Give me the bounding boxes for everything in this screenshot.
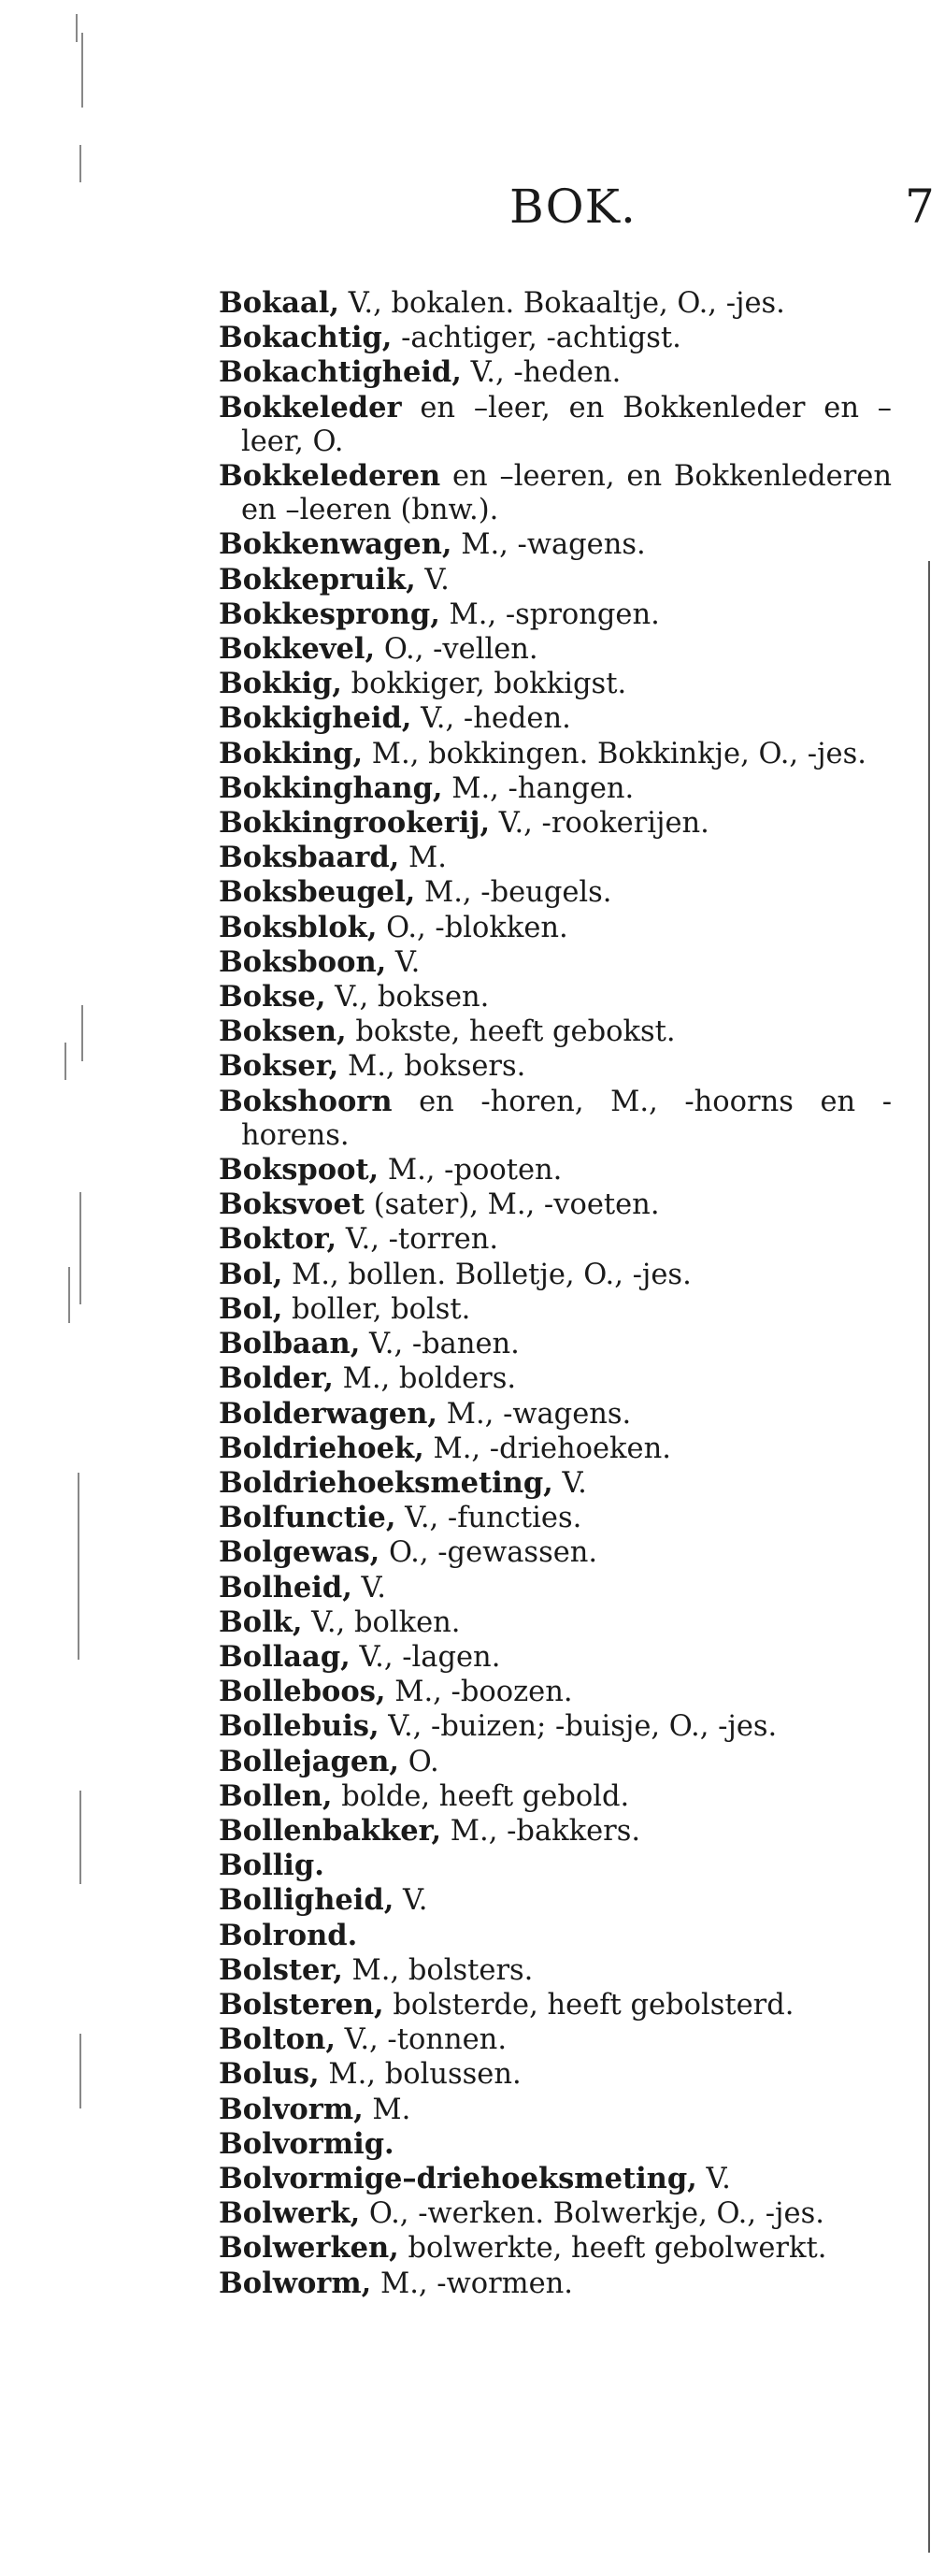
entry-headword: Bolsteren, [219, 1987, 384, 2022]
dictionary-entry [219, 321, 892, 355]
entry-definition: M., -hangen. [442, 771, 635, 805]
entry-headword: Boksen, [219, 1015, 347, 1049]
entry-headword: Bolder, [219, 1361, 334, 1396]
entry-definition: V., -heden. [411, 702, 571, 736]
entry-headword: Boktor, [219, 1222, 337, 1257]
entry-definition: V., -rookerijen. [490, 807, 709, 841]
page-header [0, 180, 945, 236]
dictionary-entry [219, 1327, 892, 1361]
entry-definition: V., bokalen. Bokaaltje, O., -jes. [339, 287, 785, 320]
entry-definition: M., -wagens. [437, 1397, 632, 1431]
entry-definition: en –leeren, en Bokkenlederen en –leeren (bnw.). [241, 460, 892, 527]
dictionary-entry [219, 1153, 892, 1187]
entry-definition: M., bollen. Bolletje, O., -jes. [282, 1258, 692, 1291]
entry-definition: M., -bakkers. [441, 1814, 641, 1848]
dictionary-entry [219, 667, 892, 701]
entry-headword: Bokkig, [219, 667, 342, 701]
scan-margin-marks [51, 14, 89, 2445]
entry-definition: V. [696, 2162, 731, 2195]
dictionary-entry [219, 2022, 892, 2057]
entry-definition: M., -beugels. [415, 876, 612, 910]
dictionary-entry [219, 1709, 892, 1744]
dictionary-entry [219, 911, 892, 945]
entry-headword: Bolleboos, [219, 1675, 386, 1709]
entry-definition: en -horen, M., -hoorns en -horens. [241, 1085, 892, 1152]
dictionary-entry [219, 1571, 892, 1605]
dictionary-entry [219, 1187, 892, 1222]
entry-definition: boller, bolst. [282, 1292, 471, 1326]
entry-headword: Bokachtig, [219, 321, 393, 355]
dictionary-entry [219, 1814, 892, 1849]
dictionary-entry [219, 1397, 892, 1432]
entry-definition: M. [399, 842, 447, 875]
entry-headword: Bolvormige–driehoeksmeting, [219, 2161, 697, 2195]
entry-headword: Bokkeleder [219, 390, 402, 425]
entry-definition: O., -vellen. [375, 633, 538, 667]
entry-definition: M., -wagens. [451, 528, 646, 562]
entry-headword: Bokking, [219, 736, 364, 770]
dictionary-entry [219, 1675, 892, 1709]
dictionary-entry [219, 597, 892, 632]
dictionary-entries [219, 286, 892, 2301]
dictionary-entry [219, 1432, 892, 1466]
dictionary-entry [219, 1988, 892, 2022]
entry-definition: V. [386, 945, 421, 979]
entry-definition: V., -functies. [395, 1502, 582, 1535]
page-title: BOK. [509, 180, 637, 234]
entry-definition: M., -pooten. [379, 1154, 563, 1187]
dictionary-entry [219, 632, 892, 667]
entry-definition: M., bokkingen. Bokkinkje, O., -jes. [363, 737, 866, 770]
entry-definition: M., -wormen. [371, 2267, 573, 2300]
dictionary-entry [219, 980, 892, 1015]
entry-headword: Bollen, [219, 1778, 333, 1813]
entry-definition: M., -sprongen. [439, 597, 660, 631]
entry-headword: Boksvoet [219, 1187, 365, 1222]
entry-definition: V., -banen. [360, 1328, 520, 1361]
dictionary-entry [219, 1466, 892, 1501]
dictionary-entry [219, 459, 892, 527]
dictionary-entry [219, 841, 892, 875]
entry-definition: V., -lagen. [350, 1640, 501, 1674]
entry-headword: Bollaag, [219, 1639, 351, 1674]
right-column-rule [928, 561, 930, 2553]
dictionary-entry [219, 1605, 892, 1640]
entry-definition: (sater), M., -voeten. [365, 1188, 660, 1222]
dictionary-entry [219, 737, 892, 771]
entry-definition: M., -boozen. [385, 1676, 573, 1709]
entry-headword: Bokkingrookerij, [219, 806, 491, 841]
entry-headword: Bokkelederen [219, 459, 441, 494]
dictionary-entry [219, 701, 892, 736]
entry-headword: Bolus, [219, 2057, 320, 2092]
dictionary-entry [219, 1222, 892, 1257]
entry-definition: bolwerkte, heeft gebolwerkt. [398, 2232, 827, 2266]
entry-definition: bokste, heeft gebokst. [346, 1015, 676, 1049]
entry-headword: Bolster, [219, 1952, 343, 1987]
entry-headword: Bokspoot, [219, 1153, 379, 1187]
entry-definition: M., bolders. [333, 1362, 517, 1396]
entry-headword: Bolheid, [219, 1570, 352, 1605]
entry-definition: bolde, heeft gebold. [332, 1779, 630, 1813]
dictionary-entry [219, 1085, 892, 1153]
dictionary-entry [219, 2162, 892, 2196]
entry-definition: M., -driehoeken. [423, 1432, 671, 1465]
entry-definition: M. [363, 2093, 411, 2126]
entry-definition: M., bolussen. [319, 2058, 522, 2092]
dictionary-entry [219, 2127, 892, 2162]
entry-definition: V. [394, 1884, 428, 1918]
entry-headword: Bollebuis, [219, 1709, 379, 1744]
entry-definition: O., -werken. Bolwerkje, O., -jes. [360, 2197, 824, 2231]
entry-headword: Bolligheid, [219, 1883, 394, 1918]
entry-headword: Bokser, [219, 1049, 339, 1084]
entry-headword: Bokachtigheid, [219, 355, 462, 390]
dictionary-entry [219, 2231, 892, 2266]
entry-headword: Bol, [219, 1257, 283, 1291]
entry-definition: O. [399, 1745, 439, 1778]
entry-headword: Boldriehoek, [219, 1431, 424, 1465]
entry-definition: en –leer, en Bokkenleder en –leer, O. [241, 391, 892, 458]
entry-headword: Boksbaard, [219, 841, 400, 875]
entry-headword: Bolwerken, [219, 2231, 399, 2266]
entry-headword: Bokse, [219, 980, 326, 1015]
entry-headword: Bollenbakker, [219, 1813, 442, 1848]
dictionary-entry [219, 391, 892, 459]
dictionary-entry [219, 1535, 892, 1570]
entry-headword: Bolfunctie, [219, 1501, 396, 1535]
entry-headword: Bokkevel, [219, 632, 376, 667]
entry-headword: Bokkesprong, [219, 597, 440, 631]
dictionary-entry [219, 286, 892, 321]
dictionary-entry [219, 1361, 892, 1396]
entry-headword: Bolderwagen, [219, 1396, 438, 1431]
entry-definition: bokkiger, bokkigst. [341, 668, 627, 701]
dictionary-entry [219, 527, 892, 562]
dictionary-entry [219, 1919, 892, 1953]
entry-headword: Bolworm, [219, 2266, 372, 2300]
entry-definition: V., -buizen; -buisje, O., -jes. [379, 1710, 778, 1744]
entry-definition: O., -blokken. [377, 911, 568, 944]
entry-headword: Bol, [219, 1291, 283, 1326]
entry-definition: bolsterde, heeft gebolsterd. [383, 1988, 795, 2022]
dictionary-entry [219, 2196, 892, 2231]
dictionary-entry [219, 1883, 892, 1918]
entry-definition: V., -torren. [336, 1223, 499, 1257]
entry-headword: Bollig. [219, 1849, 324, 1883]
entry-headword: Boksbeugel, [219, 875, 416, 910]
dictionary-entry [219, 1849, 892, 1883]
entry-definition: -achtiger, -achtigst. [392, 322, 681, 355]
entry-definition: M., boksers. [338, 1050, 526, 1084]
entry-headword: Boldriehoeksmeting, [219, 1465, 553, 1500]
entry-definition: V. [552, 1466, 587, 1500]
entry-headword: Boksblok, [219, 910, 378, 944]
dictionary-entry [219, 806, 892, 841]
entry-headword: Bolton, [219, 2022, 336, 2057]
dictionary-entry [219, 1953, 892, 1988]
dictionary-entry [219, 1640, 892, 1675]
page-number: 7 [905, 180, 935, 234]
dictionary-entry [219, 875, 892, 910]
entry-definition: V., bolken. [302, 1605, 461, 1639]
entry-definition: M., bolsters. [342, 1953, 534, 1987]
dictionary-entry [219, 1501, 892, 1535]
dictionary-entry [219, 1258, 892, 1292]
dictionary-entry [219, 563, 892, 597]
entry-headword: Bokaal, [219, 286, 339, 320]
entry-headword: Bolvorm, [219, 2092, 364, 2126]
dictionary-entry [219, 1049, 892, 1084]
dictionary-entry [219, 1292, 892, 1327]
dictionary-entry [219, 1779, 892, 1814]
dictionary-entry [219, 1015, 892, 1049]
entry-headword: Bokkinghang, [219, 770, 443, 805]
entry-headword: Bolgewas, [219, 1535, 380, 1570]
entry-headword: Boksboon, [219, 944, 387, 979]
entry-headword: Bolvormig. [219, 2126, 394, 2161]
entry-headword: Bokshoorn [219, 1084, 393, 1118]
dictionary-entry [219, 1745, 892, 1779]
dictionary-entry [219, 2267, 892, 2301]
entry-definition: V. [415, 563, 450, 597]
entry-headword: Bolk, [219, 1605, 303, 1639]
entry-definition: O., -gewassen. [379, 1536, 598, 1570]
dictionary-entry [219, 771, 892, 806]
entry-headword: Bollejagen, [219, 1744, 400, 1778]
dictionary-entry [219, 2093, 892, 2127]
dictionary-entry [219, 945, 892, 980]
entry-definition: V. [351, 1571, 386, 1605]
entry-headword: Bokkepruik, [219, 562, 416, 597]
entry-definition: V., boksen. [325, 981, 490, 1015]
entry-definition: V., -heden. [461, 356, 622, 390]
dictionary-entry [219, 2057, 892, 2092]
entry-headword: Bolwerk, [219, 2196, 361, 2231]
entry-headword: Bolbaan, [219, 1327, 361, 1361]
entry-headword: Bokkenwagen, [219, 527, 452, 562]
entry-definition: V., -tonnen. [335, 2023, 508, 2057]
entry-headword: Bokkigheid, [219, 701, 412, 736]
dictionary-entry [219, 355, 892, 390]
entry-headword: Bolrond. [219, 1918, 358, 1952]
